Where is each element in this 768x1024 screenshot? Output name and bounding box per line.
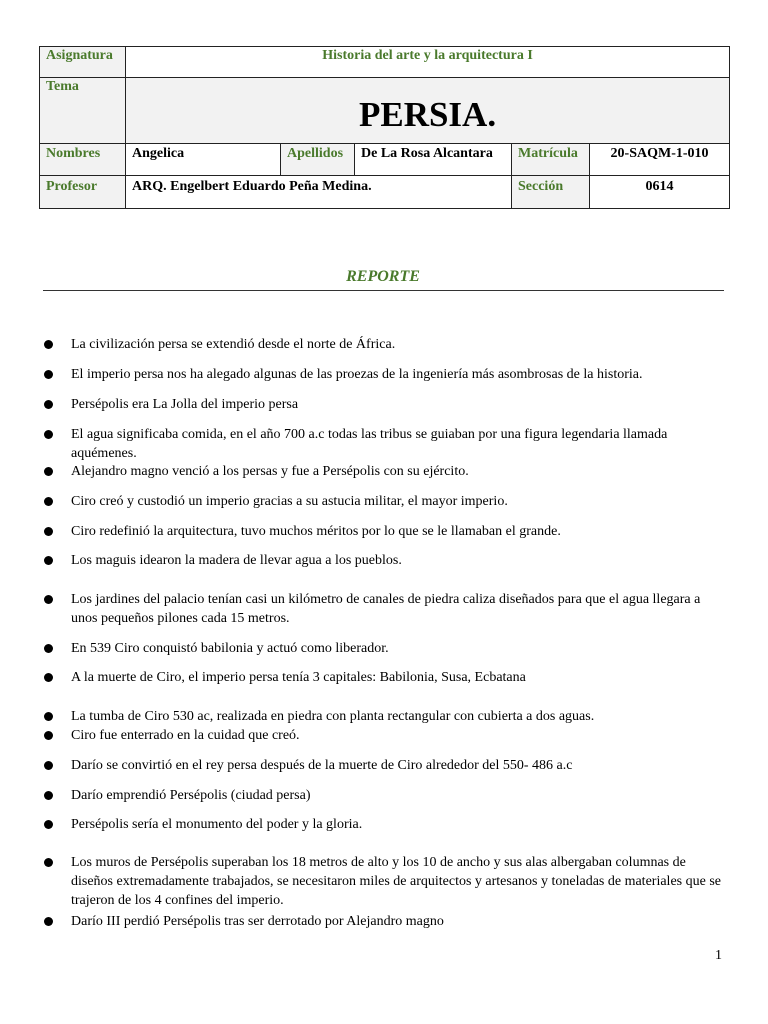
header-table: [39, 46, 730, 209]
professor-label: Profesor: [40, 176, 126, 209]
id-label: Matrícula: [512, 144, 590, 176]
list-item-text: El agua significaba comida, en el año 700 a.c todas las tribus se guiaban por una figura legendaria llamada aquémenes.: [71, 427, 668, 461]
bullet-icon: [44, 595, 53, 604]
list-item-text: Darío III perdió Persépolis tras ser derrotado por Alejandro magno: [71, 914, 444, 929]
surnames-value: De La Rosa Alcantara: [355, 144, 512, 176]
report-title: REPORTE: [346, 268, 420, 285]
bullet-icon: [44, 644, 53, 653]
topic-label: Tema: [40, 78, 126, 144]
bullet-icon: [44, 858, 53, 867]
bullet-icon: [44, 820, 53, 829]
bullet-icon: [44, 673, 53, 682]
subject-value: Historia del arte y la arquitectura I: [126, 47, 730, 78]
list-item-text: Ciro redefinió la arquitectura, tuvo muchos méritos por lo que se le llamaban el grande.: [71, 524, 561, 539]
list-item-text: Los muros de Persépolis superaban los 18 metros de alto y los 10 de ancho y sus alas albergaban columnas de diseños extremadamente trabajados, se necesitaron miles de arquitectos y artesanos y toneladas de materiales que se trajeron de los 4 confines del imperio.: [71, 855, 721, 908]
list-item-text: Los jardines del palacio tenían casi un kilómetro de canales de piedra caliza diseñados para que el agua llegara a unos pequeños pilones cada 15 metros.: [71, 592, 701, 626]
surnames-label: Apellidos: [281, 144, 355, 176]
bullet-icon: [44, 497, 53, 506]
id-value: 20-SAQM-1-010: [590, 144, 730, 176]
list-item-text: Persépolis era La Jolla del imperio persa: [71, 397, 299, 412]
list-item-text: La tumba de Ciro 530 ac, realizada en piedra con planta rectangular con cubierta a dos aguas.: [71, 709, 595, 724]
page-number: 1: [715, 948, 722, 963]
bullet-icon: [44, 467, 53, 476]
names-value: Angelica: [126, 144, 281, 176]
list-item-text: Persépolis sería el monumento del poder y la gloria.: [71, 817, 363, 832]
list-item-text: A la muerte de Ciro, el imperio persa tenía 3 capitales: Babilonia, Susa, Ecbatana: [71, 670, 526, 685]
section-value: 0614: [590, 176, 730, 209]
title-rule: [43, 290, 724, 291]
list-item-text: El imperio persa nos ha alegado algunas de las proezas de la ingeniería más asombrosas de la historia.: [71, 367, 643, 382]
list-item-text: Los maguis idearon la madera de llevar agua a los pueblos.: [71, 553, 402, 568]
subject-label: Asignatura: [40, 47, 126, 78]
bullet-icon: [44, 917, 53, 926]
list-item-text: Darío se convirtió en el rey persa después de la muerte de Ciro alrededor del 550- 486 a.c: [71, 758, 573, 773]
section-label: Sección: [512, 176, 590, 209]
bullet-icon: [44, 731, 53, 740]
topic-value: PERSIA.: [358, 95, 497, 134]
bullet-icon: [44, 556, 53, 565]
list-item-text: En 539 Ciro conquistó babilonia y actuó como liberador.: [71, 641, 389, 656]
bullet-icon: [44, 791, 53, 800]
list-item-text: Ciro fue enterrado en la cuidad que creó.: [71, 728, 300, 743]
professor-value: ARQ. Engelbert Eduardo Peña Medina.: [126, 176, 512, 209]
list-item-text: Darío emprendió Persépolis (ciudad persa): [71, 788, 311, 803]
list-item-text: La civilización persa se extendió desde el norte de África.: [71, 337, 396, 352]
bullet-icon: [44, 527, 53, 536]
bullet-icon: [44, 400, 53, 409]
names-label: Nombres: [40, 144, 126, 176]
bullet-icon: [44, 370, 53, 379]
list-item-text: Alejandro magno venció a los persas y fue a Persépolis con su ejército.: [71, 464, 469, 479]
bullet-icon: [44, 430, 53, 439]
bullet-icon: [44, 340, 53, 349]
bullet-icon: [44, 761, 53, 770]
bullet-icon: [44, 712, 53, 721]
list-item-text: Ciro creó y custodió un imperio gracias a su astucia militar, el mayor imperio.: [71, 494, 508, 509]
